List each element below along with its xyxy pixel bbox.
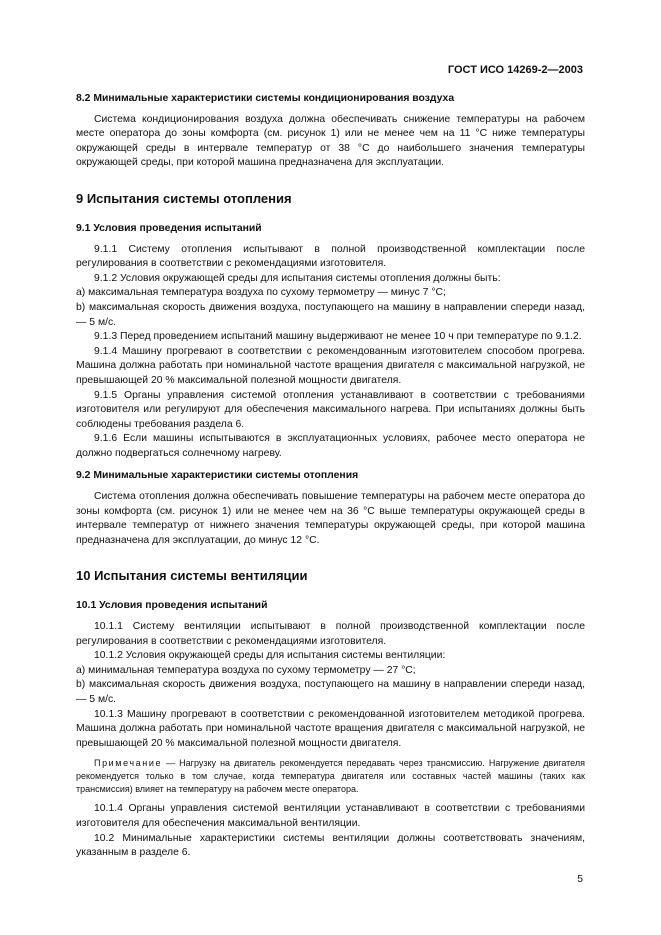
list-item: b) максимальная скорость движения воздуха, поступающего на машину в направлении спереди назад, — 5 м/с. — [76, 301, 585, 328]
section-8-2-heading: 8.2 Минимальные характеристики системы кондиционирования воздуха — [76, 93, 455, 104]
paragraph: Система кондиционирования воздуха должна обеспечивать снижение температуры на рабочем месте оператора до зоны комфорта (см. рисунок 1) или не менее чем на 11 °С ниже температуры окружающей среды в интервале температур от 38 °С до наибольшего значения температуры окружающей среды, при которой машина предназначена для эксплуатации. — [76, 113, 585, 169]
section-10-heading: 10 Испытания системы вентиляции — [76, 568, 308, 584]
section-9-1-heading: 9.1 Условия проведения испытаний — [76, 222, 262, 234]
list-item: b) максимальная скорость движения воздуха, поступающего на машину в направлении спереди назад, — 5 м/с. — [76, 679, 585, 705]
paragraph: 10.2 Минимальные характеристики системы вентиляции должны соответствовать значениям, указанным в разделе 6. — [76, 832, 585, 859]
paragraph: 9.1.5 Органы управления системой отопления устанавливают в соответствии с требованиями изготовителя или регулируют для обеспечения максимального нагрева. При испытаниях должны быть соблюдены требования раздела 6. — [76, 389, 585, 430]
paragraph: Система отопления должна обеспечивать повышение температуры на рабочем месте оператора до зоны комфорта (см. рисунок 1) или не менее чем на 36 °С выше температуры окружающей среды в интервале температур от нижнего значения температуры окружающей среды, при которой машина предназначена для эксплуатации, до минус 12 °С. — [76, 491, 585, 546]
section-10-1-heading: 10.1 Условия проведения испытаний — [76, 600, 268, 612]
note-lead: Примечание — [94, 758, 163, 769]
paragraph: 9.1.1 Систему отопления испытывают в полной производственной комплектации после регулирования в соответствии с рекомендациями изготовителя. — [76, 243, 585, 270]
paragraph: 9.1.2 Условия окружающей среды для испытания системы отопления должны быть: — [94, 272, 501, 284]
paragraph: 9.1.4 Машину прогревают в соответствии с рекомендованным изготовителем способом прогрева. Машина должна работать при номинальной частоте вращения двигателя с максимальной нагрузкой, не превышающей 20 % максимальной полезной мощности двигателя. — [76, 345, 585, 386]
list-item: а) минимальная температура воздуха по сухому термометру — 27 °С; — [76, 664, 416, 676]
section-9-2-heading: 9.2 Минимальные характеристики системы отопления — [76, 470, 359, 482]
note — [76, 757, 585, 796]
section-9-heading: 9 Испытания системы отопления — [76, 190, 292, 206]
paragraph: 10.1.1 Систему вентиляции испытывают в полной производственной комплектации после регулирования в соответствии с рекомендациями изготовителя. — [76, 621, 585, 647]
paragraph: 9.1.3 Перед проведением испытаний машину выдерживают не менее 10 ч при температуре по 9.1.2. — [94, 331, 582, 343]
paragraph: 10.1.2 Условия окружающей среды для испытания системы вентиляции: — [94, 650, 446, 662]
paragraph: 10.1.4 Органы управления системой вентиляции устанавливают в соответствии с требованиями изготовителя для обеспечения максимальной вентиляции. — [76, 803, 585, 829]
note-text: — Нагрузку на двигатель рекомендуется передавать через трансмиссию. Нагружение двигателя рекомендуется только в том случае, когда температура двигателя или составных частей машины (таких как трансмиссия) влияет на температуру на рабочем месте оператора. — [76, 758, 585, 795]
paragraph: 9.1.6 Если машины испытываются в эксплуатационных условиях, рабочее место оператора не должно подвергаться солнечному нагреву. — [76, 433, 585, 459]
page-content — [76, 92, 585, 861]
list-item: а) максимальная температура воздуха по сухому термометру — минус 7 °С; — [76, 287, 446, 299]
standard-header: ГОСТ ИСО 14269-2—2003 — [447, 64, 583, 76]
paragraph: 10.1.3 Машину прогревают в соответствии с рекомендованной изготовителем методикой прогрева. Машина должна работать при номинальной частоте вращения двигателя с максимальной нагрузкой, не превышающей 20 % максимальной полезной мощности двигателя. — [76, 708, 585, 749]
page-number: 5 — [577, 874, 583, 885]
